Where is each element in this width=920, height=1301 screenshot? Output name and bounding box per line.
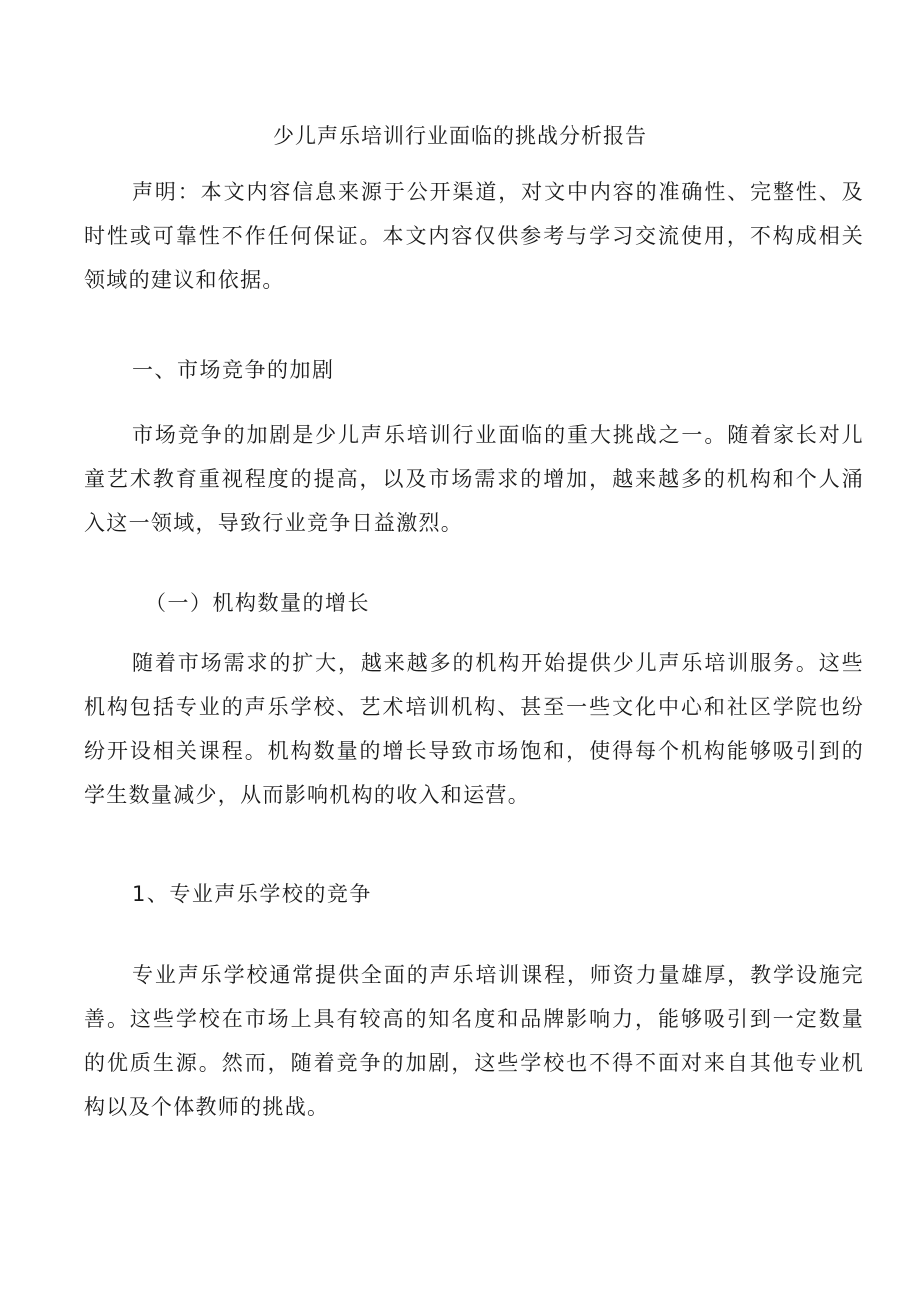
- section-paragraph-market-competition: 市场竞争的加剧是少儿声乐培训行业面临的重大挑战之一。随着家长对儿童艺术教育重视程度的提高，以及市场需求的增加，越来越多的机构和个人涌入这一领域，导致行业竞争日益激烈。: [84, 423, 864, 535]
- subsection-paragraph-institution-growth: 随着市场需求的扩大，越来越多的机构开始提供少儿声乐培训服务。这些机构包括专业的声乐学校、艺术培训机构、甚至一些文化中心和社区学院也纷纷开设相关课程。机构数量的增长导致市场饱和，使得每个机构能够吸引到的学生数量减少，从而影响机构的收入和运营。: [84, 651, 864, 807]
- section-heading-market-competition: 一、市场竞争的加剧: [132, 358, 335, 382]
- document-title: 少儿声乐培训行业面临的挑战分析报告: [273, 124, 647, 148]
- item-heading-professional-schools: 1、专业声乐学校的竞争: [132, 882, 372, 906]
- subsection-heading-institution-growth: （一）机构数量的增长: [145, 591, 370, 615]
- disclaimer-paragraph: 声明：本文内容信息来源于公开渠道，对文中内容的准确性、完整性、及时性或可靠性不作任何保证。本文内容仅供参考与学习交流使用，不构成相关领域的建议和依据。: [84, 180, 864, 292]
- item-paragraph-professional-schools: 专业声乐学校通常提供全面的声乐培训课程，师资力量雄厚，教学设施完善。这些学校在市场上具有较高的知名度和品牌影响力，能够吸引到一定数量的优质生源。然而，随着竞争的加剧，这些学校也不得不面对来自其他专业机构以及个体教师的挑战。: [84, 963, 864, 1119]
